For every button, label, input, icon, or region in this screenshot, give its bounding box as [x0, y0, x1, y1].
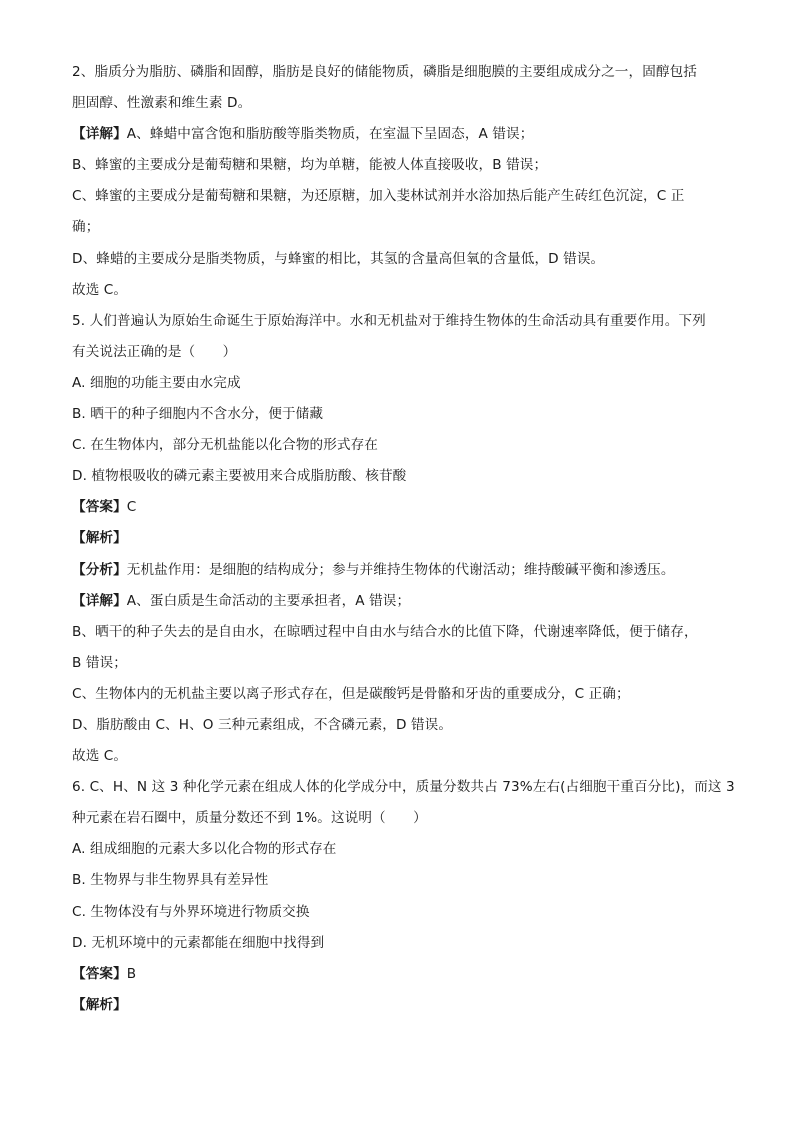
detail-line: C、蜂蜜的主要成分是葡萄糖和果糖，为还原糖，加入斐林试剂并水浴加热后能产生砖红色沉淀，C 正 [72, 188, 685, 205]
detail-line: B、蜂蜜的主要成分是葡萄糖和果糖，均为单糖，能被人体直接吸收，B 错误； [72, 157, 548, 174]
answer-line: 【答案】B [72, 965, 137, 982]
question-5-option-d: D. 植物根吸收的磷元素主要被用来合成脂肪酸、核苷酸 [72, 468, 407, 485]
question-5-option-a: A. 细胞的功能主要由水完成 [72, 374, 241, 391]
analysis-tag: 【解析】 [72, 996, 127, 1013]
detail-line: B 错误； [72, 654, 127, 671]
analysis-tag: 【解析】 [72, 530, 127, 547]
question-5-option-b: B. 晒干的种子细胞内不含水分，便于储藏 [72, 406, 324, 423]
detail-line: 【详解】A、蛋白质是生命活动的主要承担者，A 错误； [72, 592, 411, 609]
detail-tag: 【详解】 [72, 592, 127, 609]
detail-line: C、生物体内的无机盐主要以离子形式存在，但是碳酸钙是骨骼和牙齿的重要成分，C 正确； [72, 685, 630, 702]
analysis-heading [72, 528, 724, 548]
detail-line: 确； [72, 219, 100, 236]
question-6-option-c: C. 生物体没有与外界环境进行物质交换 [72, 903, 310, 920]
question-5-stem: 有关说法正确的是（ ） [72, 343, 237, 360]
detail-line: D、脂肪酸由 C、H、O 三种元素组成，不含磷元素，D 错误。 [72, 716, 453, 733]
explanation-line: 胆固醇、性激素和维生素 D。 [72, 95, 252, 112]
answer-line: 【答案】C [72, 499, 137, 516]
question-6-stem: 种元素在岩石圈中，质量分数还不到 1%。这说明（ ） [72, 810, 427, 827]
answer-tag: 【答案】 [72, 965, 127, 982]
question-6-option-d: D. 无机环境中的元素都能在细胞中找得到 [72, 934, 325, 951]
conclusion-line: 故选 C。 [72, 748, 128, 765]
document-page [72, 62, 735, 1026]
question-6-option-a: A. 组成细胞的元素大多以化合物的形式存在 [72, 841, 337, 858]
explanation-line: 2、脂质分为脂肪、磷脂和固醇，脂肪是良好的储能物质，磷脂是细胞膜的主要组成成分之一，固醇包括 [72, 64, 697, 80]
detail-line: 【详解】A、蜂蜡中富含饱和脂肪酸等脂类物质，在室温下呈固态，A 错误； [72, 126, 534, 143]
detail-line: B、晒干的种子失去的是自由水，在晾晒过程中自由水与结合水的比值下降，代谢速率降低，便于储存， [72, 623, 698, 640]
analysis-heading [72, 995, 724, 1015]
question-5-option-c: C. 在生物体内，部分无机盐能以化合物的形式存在 [72, 437, 379, 454]
detail-tag: 【详解】 [72, 126, 127, 143]
question-5-stem: 5. 人们普遍认为原始生命诞生于原始海洋中。水和无机盐对于维持生物体的生命活动具有重要作用。下列 [72, 312, 706, 329]
question-6-stem: 6. C、H、N 这 3 种化学元素在组成人体的化学成分中，质量分数共占 73%左右(占细胞干重百分比)，而这 3 [72, 779, 735, 796]
question-6-option-b: B. 生物界与非生物界具有差异性 [72, 872, 269, 889]
conclusion-line: 故选 C。 [72, 281, 128, 298]
analysis-line: 【分析】无机盐作用：是细胞的结构成分；参与并维持生物体的代谢活动；维持酸碱平衡和渗透压。 [72, 561, 675, 578]
detail-line: D、蜂蜡的主要成分是脂类物质，与蜂蜜的相比，其氢的含量高但氧的含量低，D 错误。 [72, 250, 605, 267]
analysis-sub-tag: 【分析】 [72, 561, 127, 578]
answer-tag: 【答案】 [72, 499, 127, 516]
